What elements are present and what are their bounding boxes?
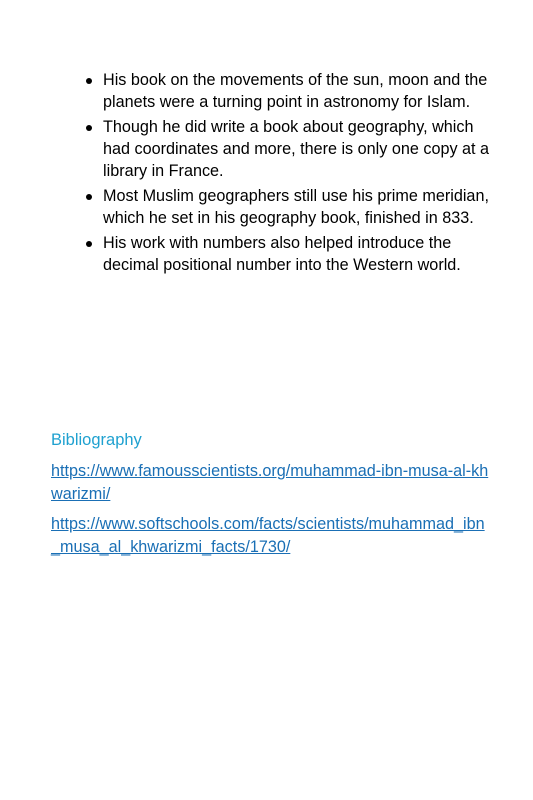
list-item bbox=[82, 232, 492, 276]
list-item bbox=[82, 116, 492, 183]
list-item-text: His work with numbers also helped introduce the decimal positional number into the Western world. bbox=[103, 233, 461, 275]
list-item bbox=[82, 185, 492, 229]
fact-list bbox=[82, 69, 492, 279]
bullet-icon bbox=[86, 125, 92, 131]
bullet-icon bbox=[86, 78, 92, 84]
bullet-icon bbox=[86, 194, 92, 200]
list-item bbox=[82, 69, 492, 113]
list-item-text: His book on the movements of the sun, moon and the planets were a turning point in astronomy for Islam. bbox=[103, 71, 488, 112]
bibliography-link[interactable]: https://www.famousscientists.org/muhammad-ibn-musa-al-khwarizmi/ bbox=[51, 462, 489, 503]
list-item-text: Though he did write a book about geography, which had coordinates and more, there is only one copy at a library in France. bbox=[103, 117, 490, 181]
bullet-icon bbox=[86, 241, 92, 247]
list-item-text: Most Muslim geographers still use his prime meridian, which he set in his geography book, finished in 833. bbox=[103, 187, 489, 228]
bibliography-link[interactable]: https://www.softschools.com/facts/scientists/muhammad_ibn_musa_al_khwarizmi_facts/1730/ bbox=[51, 515, 485, 556]
bibliography-list bbox=[51, 460, 491, 566]
bibliography-heading: Bibliography bbox=[51, 431, 142, 449]
